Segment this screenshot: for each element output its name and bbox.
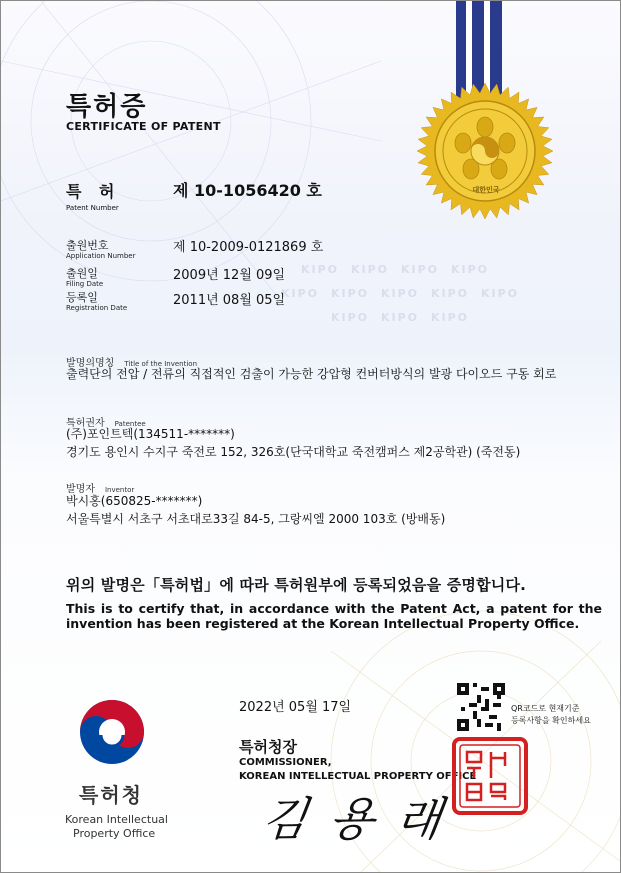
inventor-label-en: Inventor (104, 486, 135, 494)
inventor-name: 박시홍(650825-*******) (66, 494, 203, 508)
qr-caption-line2: 등록사항을 확인하세요 (511, 716, 591, 725)
registration-date-label-en: Registration Date (66, 304, 128, 312)
patentee-label-en: Patentee (114, 420, 146, 428)
invention-title: 출력단의 전압 / 전류의 직접적인 검출이 가능한 강압형 컨버터방식의 발광 다이오드 구동 회로 (66, 367, 557, 381)
office-name-en-line2: Property Office (73, 827, 156, 840)
watermark-9: KIPO (481, 287, 520, 300)
filing-date-label-en: Filing Date (66, 280, 104, 288)
filing-date-value: 2009년 12월 09일 (173, 268, 286, 283)
qr-code-icon[interactable] (457, 683, 505, 731)
watermark-7: KIPO (381, 287, 420, 300)
registration-date-value: 2011년 08월 05일 (173, 293, 286, 308)
certificate-title: 특허증 (66, 92, 148, 122)
watermark-11: KIPO (381, 311, 420, 324)
inventor-label: 발명자 (66, 484, 95, 495)
watermark-8: KIPO (431, 287, 470, 300)
watermark-10: KIPO (331, 311, 370, 324)
watermark-1: KIPO (301, 263, 340, 276)
certification-statement-ko: 위의 발명은「특허법」에 따라 특허원부에 등록되었음을 증명합니다. (66, 576, 527, 594)
invention-label: 발명의명칭 (66, 358, 115, 369)
application-number-label: 출원번호 (66, 239, 109, 252)
seal-text: 대한민국 (472, 186, 500, 194)
official-stamp-icon (451, 736, 529, 816)
national-seal-icon (415, 81, 555, 221)
application-number-label-en: Application Number (66, 252, 136, 260)
commissioner-title-en-line2: KOREAN INTELLECTUAL PROPERTY OFFICE (239, 771, 477, 782)
kipo-logo-icon (79, 699, 145, 765)
patentee-name: (주)포인트텍(134511-*******) (66, 427, 235, 441)
commissioner-signature: 김 용 래 (258, 792, 449, 846)
patent-number-label-en: Patent Number (66, 204, 119, 212)
office-name-ko: 특허청 (79, 783, 143, 807)
application-number-value: 제 10-2009-0121869 호 (173, 240, 324, 255)
office-name-en-line1: Korean Intellectual (65, 813, 168, 826)
watermark-3: KIPO (401, 263, 440, 276)
watermark-12: KIPO (431, 311, 470, 324)
qr-caption-line1: QR코드로 현재기준 (511, 704, 580, 713)
patentee-label: 특허권자 (66, 418, 105, 429)
patent-number-value: 제 10-1056420 호 (173, 181, 322, 200)
patent-number-label: 특 허 (66, 182, 121, 201)
filing-date-label: 출원일 (66, 267, 98, 280)
patentee-address: 경기도 용인시 수지구 죽전로 152, 326호(단국대학교 죽전캠퍼스 제2공학관) (죽전동) (66, 445, 521, 459)
registration-date-label: 등록일 (66, 291, 98, 304)
watermark-2: KIPO (351, 263, 390, 276)
inventor-address: 서울특별시 서초구 서초대로33길 84-5, 그랑씨엘 2000 103호 (방배동) (66, 512, 446, 526)
watermark-6: KIPO (331, 287, 370, 300)
watermark-4: KIPO (451, 263, 490, 276)
commissioner-title-en-line1: COMMISSIONER, (239, 757, 332, 768)
watermark-5: KIPO (281, 287, 320, 300)
certification-statement-en: This is to certify that, in accordance with the Patent Act, a patent for the invention has been registered at the Korean Intellectual Property Office. (66, 601, 602, 631)
commissioner-title-ko: 특허청장 (239, 738, 297, 756)
issue-date: 2022년 05월 17일 (239, 700, 352, 715)
invention-label-en: Title of the Invention (124, 360, 198, 368)
certificate-subtitle: CERTIFICATE OF PATENT (66, 120, 221, 133)
